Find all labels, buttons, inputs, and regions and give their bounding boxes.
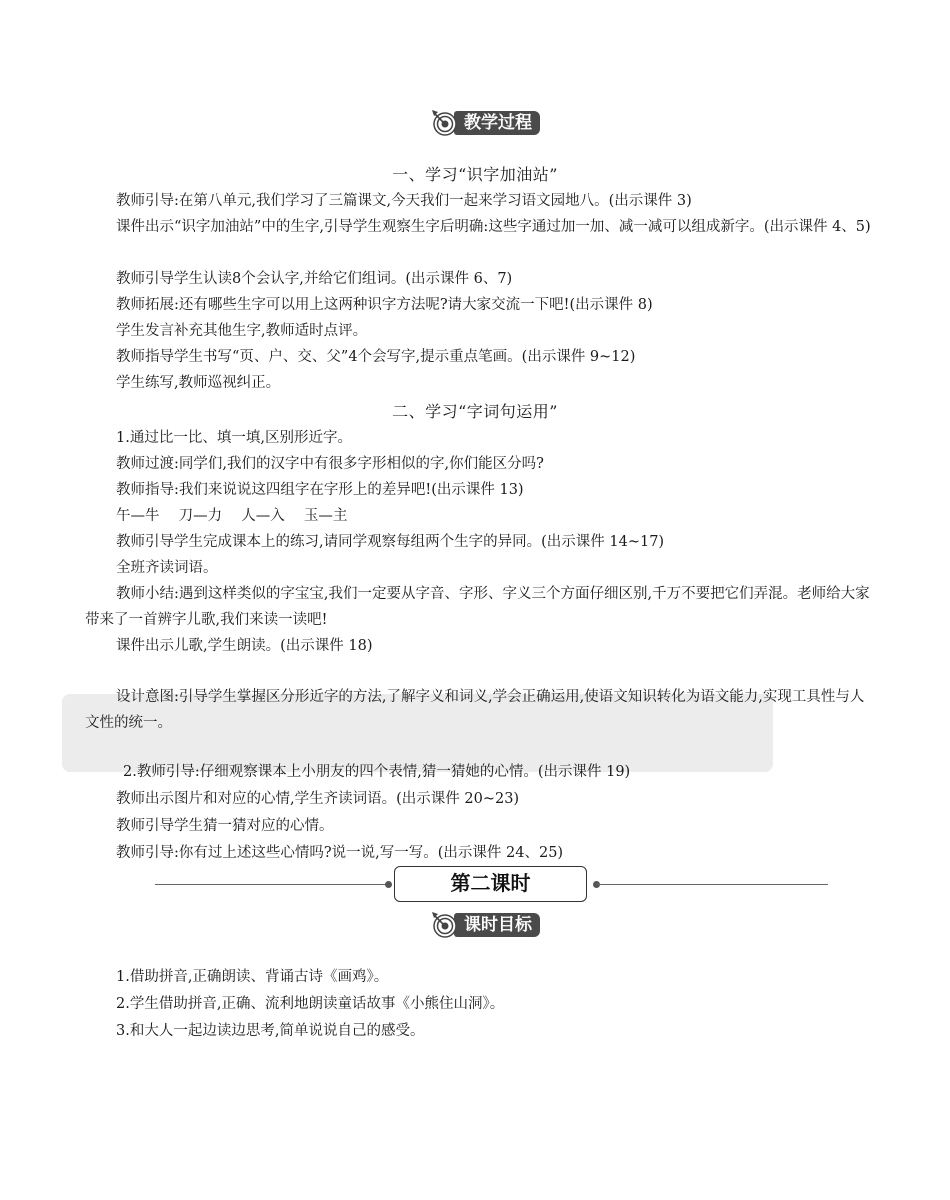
objective-item: 3.和大人一起边读边思考,简单说说自己的感受。	[116, 1023, 425, 1039]
paragraph: 学生练写,教师巡视纠正。	[116, 375, 281, 391]
paragraph: 教师出示图片和对应的心情,学生齐读词语。(出示课件 20~23)	[116, 791, 520, 807]
paragraph: 教师拓展:还有哪些生字可以用上这两种识字方法呢?请大家交流一下吧!(出示课件 8)	[116, 297, 653, 313]
badge-label: 课时目标	[454, 913, 540, 937]
paragraph: 课件出示儿歌,学生朗读。(出示课件 18)	[116, 638, 373, 654]
paragraph: 2.教师引导:仔细观察课本上小朋友的四个表情,猜一猜她的心情。(出示课件 19)	[123, 764, 631, 780]
target-icon	[432, 912, 460, 938]
paragraph: 教师引导学生完成课本上的练习,请同学观察每组两个生字的异同。(出示课件 14~17)	[116, 534, 665, 550]
section-title: 二、学习“字词句运用”	[392, 402, 558, 421]
character-pairs: 午—牛 刀—力 人—入 玉—主	[116, 508, 348, 524]
objective-item: 1.借助拼音,正确朗读、背诵古诗《画鸡》。	[116, 969, 389, 985]
paragraph: 教师引导学生猜一猜对应的心情。	[116, 818, 334, 834]
target-icon	[432, 110, 460, 136]
paragraph: 教师指导学生书写“页、户、交、父”4个会写字,提示重点笔画。(出示课件 9~12)	[116, 349, 636, 365]
lesson-title: 第二课时	[394, 866, 587, 902]
paragraph: 教师小结:遇到这样类似的字宝宝,我们一定要从字音、字形、字义三个方面仔细区别,千万不要把它们弄混。老师给大家带来了一首辨字儿歌,我们来读一读吧!	[85, 586, 870, 628]
design-intent-text: 设计意图:引导学生掌握区分形近字的方法,了解字义和词义,学会正确运用,使语文知识转化为语文能力,实现工具性与人文性的统一。	[85, 689, 865, 731]
paragraph: 教师指导:我们来说说这四组字在字形上的差异吧!(出示课件 13)	[116, 482, 524, 498]
divider-line	[155, 884, 390, 885]
objective-item: 2.学生借助拼音,正确、流利地朗读童话故事《小熊住山洞》。	[116, 996, 505, 1012]
paragraph: 教师引导:在第八单元,我们学习了三篇课文,今天我们一起来学习语文园地八。(出示课件 3)	[116, 193, 692, 209]
lesson-divider	[155, 866, 828, 906]
section-title: 一、学习“识字加油站”	[392, 165, 558, 184]
teaching-process-badge	[432, 110, 540, 136]
paragraph: 学生发言补充其他生字,教师适时点评。	[116, 323, 368, 339]
paragraph: 教师过渡:同学们,我们的汉字中有很多字形相似的字,你们能区分吗?	[116, 456, 544, 472]
divider-line	[596, 884, 828, 885]
badge-label: 教学过程	[454, 111, 540, 135]
paragraph: 1.通过比一比、填一填,区别形近字。	[116, 430, 352, 446]
objectives-badge	[432, 912, 540, 938]
paragraph: 教师引导学生认读8个会认字,并给它们组词。(出示课件 6、7)	[116, 271, 513, 287]
paragraph: 课件出示“识字加油站”中的生字,引导学生观察生字后明确:这些字通过加一加、减一减可以组成新字。(出示课件 4、5)	[116, 219, 871, 235]
paragraph: 全班齐读词语。	[116, 560, 218, 576]
divider-dot	[385, 881, 392, 888]
paragraph: 教师引导:你有过上述这些心情吗?说一说,写一写。(出示课件 24、25)	[116, 845, 564, 861]
